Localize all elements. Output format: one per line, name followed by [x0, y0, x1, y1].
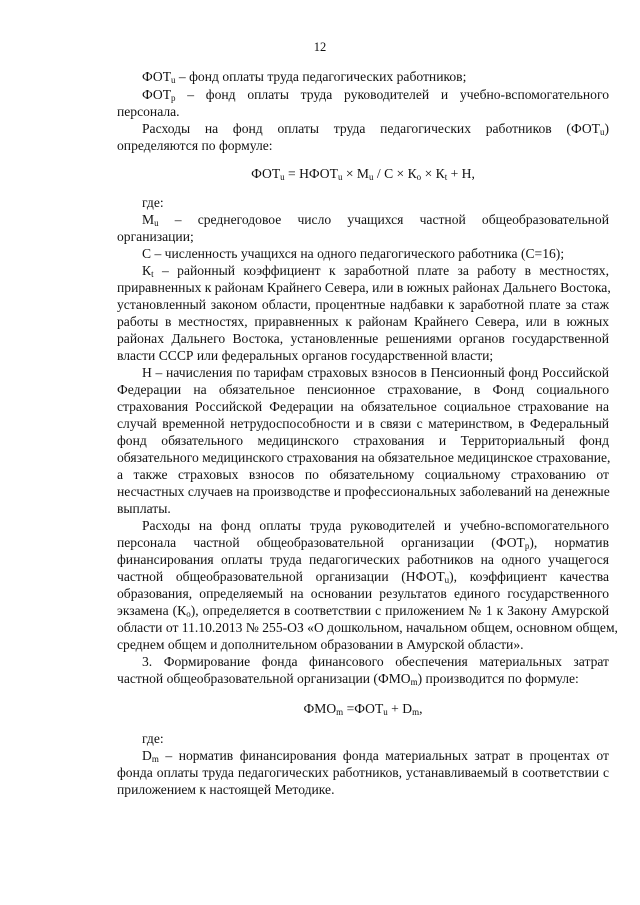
text-line: а также страховых взносов по обязательному социальному страхованию от: [117, 467, 609, 482]
text-line: фонда оплаты труда педагогических работников, устанавливаемый в соответствии с: [117, 765, 609, 780]
text-line: несчастных случаев на производстве и профессиональных заболеваний на денежные: [117, 484, 610, 499]
text-line: фонд обязательного медицинского страхования и Территориальный фонд: [117, 433, 609, 448]
text-line: персонала частной общеобразовательной организации $(ФОТ_р)$, норматив: [117, 535, 609, 551]
section-3-heading: 3. Формирование фонда финансового обеспечения материальных затрат: [142, 654, 609, 669]
text-line: Федерации на обязательное пенсионное страхование, в Фонд социального: [117, 382, 609, 397]
page-number: 12: [313, 40, 327, 54]
formula-fot-u: $ФОТ_u$ = $НФОТ_u \times М_u / С \times К_о \times К_t + Н$,: [251, 166, 475, 182]
text-line: образования, определяемый на основании результатов единого государственного: [117, 586, 609, 601]
definition-d-m: $D_m$ – норматив финансирования фонда материальных затрат в процентах от: [142, 748, 609, 764]
text-line: Расходы на фонд оплаты труда педагогических работников $(ФОТ_u)$: [142, 121, 609, 137]
text-line: Расходы на фонд оплаты труда руководителей и учебно-вспомогательного: [142, 518, 609, 533]
definition-n: Н – начисления по тарифам страховых взносов в Пенсионный фонд Российской: [142, 365, 609, 380]
formula-fmo-m: $ФМО_m =ФОТ_u + D_m$,: [303, 701, 423, 717]
text-line: обязательного медицинского страхования на обязательное медицинское страхование,: [117, 450, 611, 465]
text-line: случай временной нетрудоспособности и в связи с материнством, в Федеральный: [117, 416, 609, 431]
definition-c: С – численность учащихся на одного педагогического работника (С=16);: [142, 246, 565, 261]
text-line: частной общеобразовательной организации $(НФОТ_u)$, коэффициент качества: [117, 569, 609, 585]
text-line: страхования Российской Федерации на обязательное социальное страхование на: [117, 399, 609, 414]
definition-fot-u: $ФОТ_u$ – фонд оплаты труда педагогических работников;: [142, 69, 467, 85]
definition-fot-r: $ФОТ_р$ – фонд оплаты труда руководителей и учебно-вспомогательного: [142, 87, 609, 103]
text-line: области от 11.10.2013 № 255-ОЗ «О дошкольном, начальном общем, основном общем,: [117, 620, 618, 635]
text-line: организации;: [117, 229, 194, 244]
text-line: финансирования оплаты труда педагогических работников на одного учащегося: [117, 552, 609, 567]
text-line: власти СССР или федеральных органов государственной власти;: [117, 348, 494, 363]
text-line: персонала.: [117, 104, 180, 119]
text-line: определяются по формуле:: [117, 138, 273, 153]
text-line: приравненных к районам Крайнего Севера, или в южных районах Дальнего Востока,: [117, 280, 611, 295]
text-line: где:: [142, 731, 164, 746]
text-line: где:: [142, 195, 164, 210]
definition-m-u: $М_u$ – среднегодовое число учащихся частной общеобразовательной: [142, 212, 609, 228]
text-line: установленный законом области, процентные надбавки к заработной плате за стаж: [117, 297, 609, 312]
text-line: приложением к настоящей Методике.: [117, 782, 335, 797]
definition-k-t: $К_t$ – районный коэффициент к заработной плате за работу в местностях,: [142, 263, 609, 279]
text-line: выплаты.: [117, 501, 171, 516]
text-line: среднем общем и дополнительном образовании в Амурской области».: [117, 637, 524, 652]
text-line: экзамена $(К_о)$, определяется в соответствии с приложением № 1 к Закону Амурской: [117, 603, 609, 619]
text-line: работы в местностях, приравненных к районам Крайнего Севера, или в южных: [117, 314, 609, 329]
text-line: районах Дальнего Востока, установленные решениями органов государственной: [117, 331, 609, 346]
text-line: частной общеобразовательной организации $(ФМО_m)$ производится по формуле:: [117, 671, 579, 687]
